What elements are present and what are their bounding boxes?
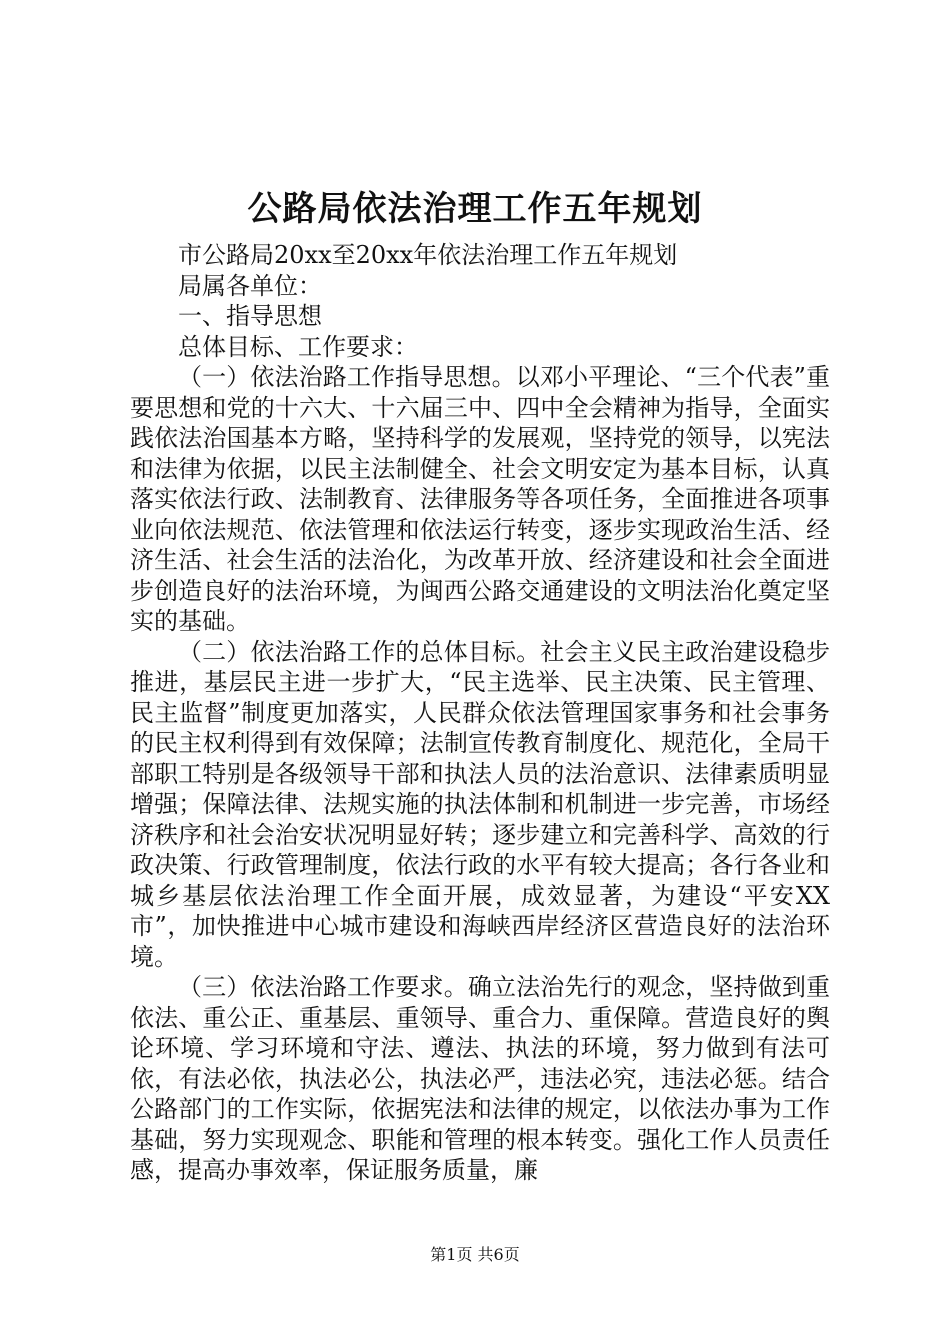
document-body — [130, 240, 830, 1186]
section-heading: 一、指导思想 — [178, 302, 322, 330]
page-footer: 第1页 共6页 — [430, 1245, 520, 1264]
subtitle-line: 市公路局20xx至20xx年依法治理工作五年规划 — [178, 241, 678, 269]
paragraph-guiding-thought: （一）依法治路工作指导思想。以邓小平理论、“三个代表”重要思想和党的十六大、十六届三中、四中全会精神为指导，全面实践依法治国基本方略，坚持科学的发展观，坚持党的领导，以宪法和法律为依据，以民主法制健全、社会文明安定为基本目标，认真落实依法行政、法制教育、法律服务等各项任务，全面推进各项事业向依法规范、依法管理和依法运行转变，逐步实现政治生活、经济生活、社会生活的法治化，为改革开放、经济建设和社会全面进步创造良好的法治环境，为闽西公路交通建设的文明法治化奠定坚实的基础。 — [130, 363, 830, 635]
salutation: 局属各单位： — [178, 271, 322, 300]
paragraph-overall-goal: （二）依法治路工作的总体目标。社会主义民主政治建设稳步推进，基层民主进一步扩大，“民主选举、民主决策、民主管理、民主监督”制度更加落实，人民群众依法管理国家事务和社会事务的民主权利得到有效保障；法制宣传教育制度化、规范化，全局干部职工特别是各级领导干部和执法人员的法治意识、法律素质明显增强；保障法律、法规实施的执法体制和机制进一步完善，市场经济秩序和社会治安状况明显好转；逐步建立和完善科学、高效的行政决策、行政管理制度，依法行政的水平有较大提高；各行各业和城乡基层依法治理工作全面开展，成效显著，为建设“平安XX市”，加快推进中心城市建设和海峡西岸经济区营造良好的法治环境。 — [130, 637, 830, 971]
section-subheading: 总体目标、工作要求： — [178, 332, 418, 361]
document-title: 公路局依法治理工作五年规划 — [247, 189, 703, 229]
paragraph-work-requirements: （三）依法治路工作要求。确立法治先行的观念，坚持做到重依法、重公正、重基层、重领导、重合力、重保障。营造良好的舆论环境、学习环境和守法、遵法、执法的环境，努力做到有法可依，有法必依，执法必公，执法必严，违法必究，违法必惩。结合公路部门的工作实际，依据宪法和法律的规定，以依法办事为工作基础，努力实现观念、职能和管理的根本转变。强化工作人员责任感，提高办事效率，保证服务质量，廉 — [130, 973, 830, 1184]
